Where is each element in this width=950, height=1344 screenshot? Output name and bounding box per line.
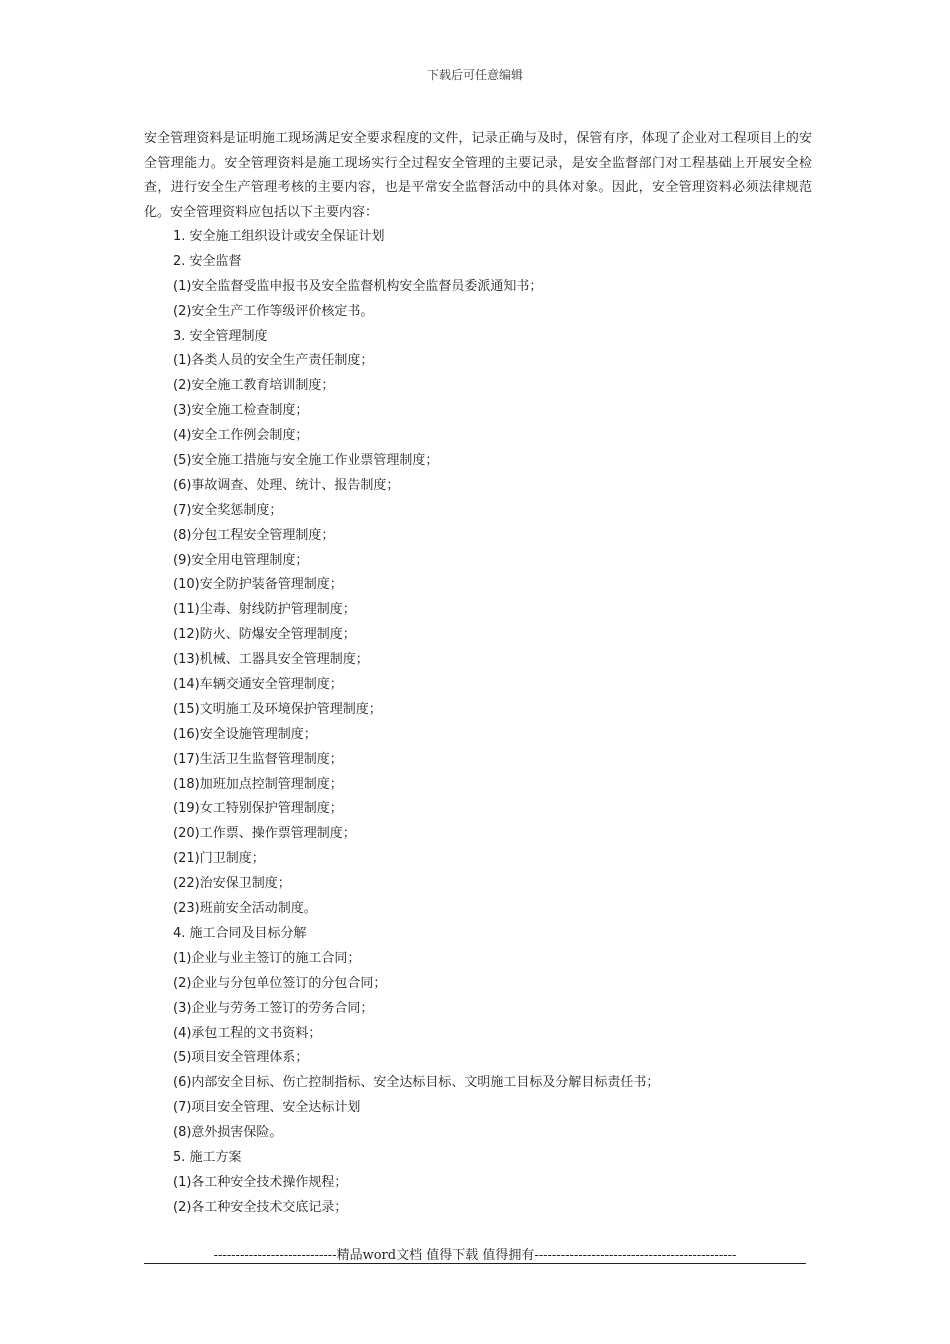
list-item-text: 安全奖惩制度； (191, 502, 283, 518)
list-item-text: 门卫制度； (199, 851, 265, 867)
list-item (173, 822, 813, 847)
list-item-text: 机械、工器具安全管理制度； (199, 652, 369, 668)
list-item (173, 325, 813, 350)
list-item-text: 安全监督受监申报书及安全监督机构安全监督员委派通知书； (191, 278, 543, 294)
list-item-number: (1) (173, 353, 192, 369)
list-item-text: 尘毒、射线防护管理制度； (199, 602, 356, 618)
list-item (173, 1146, 813, 1171)
list-item-text: 施工合同及目标分解 (189, 925, 307, 941)
list-item (173, 947, 813, 972)
list-item (173, 275, 813, 300)
list-item-number: (1) (173, 278, 192, 294)
list-item (173, 872, 813, 897)
list-item (173, 773, 813, 798)
list-item (173, 748, 813, 773)
list-item (173, 474, 813, 499)
list-item (173, 225, 813, 250)
list-item-number: (8) (173, 1125, 192, 1141)
list-item-number: 2. (173, 253, 186, 269)
list-item-text: 项目安全管理体系； (191, 1050, 309, 1066)
list-item-text: 企业与劳务工签订的劳务合同； (191, 1000, 374, 1016)
list-item (173, 1171, 813, 1196)
list-item (173, 648, 813, 673)
list-item-number: (15) (173, 701, 200, 717)
list-item-text: 各工种安全技术交底记录； (191, 1199, 348, 1215)
list-item-text: 分包工程安全管理制度； (191, 527, 335, 543)
list-item-number: (2) (173, 303, 192, 319)
list-item (173, 922, 813, 947)
list-item-number: (2) (173, 975, 192, 991)
list-item (173, 1196, 813, 1221)
list-item-text: 内部安全目标、伤亡控制指标、安全达标目标、文明施工目标及分解目标责任书； (191, 1075, 660, 1091)
list-item (173, 1121, 813, 1146)
list-item (173, 997, 813, 1022)
list-item (173, 524, 813, 549)
list-item-number: (1) (173, 950, 192, 966)
list-item-number: (3) (173, 403, 192, 419)
list-item (173, 1046, 813, 1071)
list-item-text: 企业与业主签订的施工合同； (191, 950, 361, 966)
list-item (173, 897, 813, 922)
list-item-number: (19) (173, 801, 200, 817)
list-item-text: 班前安全活动制度。 (199, 901, 317, 917)
list-item-number: (12) (173, 627, 200, 643)
list-item-number: (9) (173, 552, 192, 568)
list-item (173, 250, 813, 275)
list-item (173, 797, 813, 822)
list-item-number: (21) (173, 851, 200, 867)
list-item (173, 573, 813, 598)
list-item (173, 598, 813, 623)
list-item-text: 治安保卫制度； (199, 876, 291, 892)
list-item (173, 449, 813, 474)
list-item-number: (6) (173, 1075, 192, 1091)
list-item-text: 项目安全管理、安全达标计划 (191, 1100, 361, 1116)
list-item-number: (7) (173, 1100, 192, 1116)
content-list (173, 225, 813, 1221)
list-item-number: (6) (173, 477, 192, 493)
list-item-text: 意外损害保险。 (191, 1125, 283, 1141)
list-item-number: 5. (173, 1149, 186, 1165)
list-item-text: 各类人员的安全生产责任制度； (191, 353, 374, 369)
list-item-number: (22) (173, 876, 200, 892)
list-item-text: 施工方案 (189, 1149, 242, 1165)
list-item-text: 承包工程的文书资料； (191, 1025, 322, 1041)
list-item (173, 723, 813, 748)
list-item-text: 事故调查、处理、统计、报告制度； (191, 477, 400, 493)
list-item-number: (4) (173, 428, 192, 444)
list-item-text: 安全设施管理制度； (199, 726, 317, 742)
list-item-number: (1) (173, 1174, 192, 1190)
list-item (173, 399, 813, 424)
list-item-text: 车辆交通安全管理制度； (199, 677, 343, 693)
list-item-text: 安全生产工作等级评价核定书。 (191, 303, 374, 319)
list-item-number: (10) (173, 577, 200, 593)
list-item-text: 加班加点控制管理制度； (199, 776, 343, 792)
page-header: 下载后可任意编辑 (426, 68, 523, 82)
list-item-number: (5) (173, 453, 192, 469)
list-item-number: (13) (173, 652, 200, 668)
list-item-number: (18) (173, 776, 200, 792)
list-item-text: 安全防护装备管理制度； (199, 577, 343, 593)
list-item-number: 4. (173, 925, 186, 941)
list-item-number: 3. (173, 328, 186, 344)
list-item (173, 698, 813, 723)
list-item-text: 安全施工组织设计或安全保证计划 (189, 229, 385, 244)
list-item-text: 安全施工教育培训制度； (191, 378, 335, 394)
list-item-text: 生活卫生监督管理制度； (199, 751, 343, 767)
list-item (173, 1096, 813, 1121)
list-item-text: 文明施工及环境保护管理制度； (199, 701, 382, 717)
list-item-text: 安全施工措施与安全施工作业票管理制度； (191, 453, 439, 469)
list-item-text: 安全用电管理制度； (191, 552, 309, 568)
list-item (173, 300, 813, 325)
list-item-text: 工作票、操作票管理制度； (199, 826, 356, 842)
list-item-number: (7) (173, 502, 192, 518)
list-item-text: 安全施工检查制度； (191, 403, 309, 419)
list-item (173, 374, 813, 399)
list-item-text: 安全工作例会制度； (191, 428, 309, 444)
list-item (173, 847, 813, 872)
list-item-text: 安全监督 (189, 253, 242, 269)
list-item (173, 673, 813, 698)
list-item-number: (17) (173, 751, 200, 767)
list-item-number: (4) (173, 1025, 192, 1041)
list-item (173, 623, 813, 648)
list-item-number: (8) (173, 527, 192, 543)
list-item-number: (23) (173, 901, 200, 917)
list-item-text: 各工种安全技术操作规程； (191, 1174, 348, 1190)
list-item (173, 424, 813, 449)
list-item-number: (16) (173, 726, 200, 742)
list-item-text: 防火、防爆安全管理制度； (199, 627, 356, 643)
list-item-number: (11) (173, 602, 200, 618)
page-footer: ----------------------------精品word文档 值得下载 值得拥有---------------------------------------------- (213, 1248, 737, 1263)
footer-divider (144, 1263, 806, 1264)
list-item-text: 女工特别保护管理制度； (199, 801, 343, 817)
list-item (173, 1071, 813, 1096)
list-item (173, 499, 813, 524)
list-item (173, 972, 813, 997)
list-item-number: (20) (173, 826, 200, 842)
intro-paragraph: 安全管理资料是证明施工现场满足安全要求程度的文件，记录正确与及时，保管有序，体现了企业对工程项目上的安全管理能力。安全管理资料是施工现场实行全过程安全管理的主要记录，是安全监督部门对工程基础上开展安全检查，进行安全生产管理考核的主要内容，也是平常安全监督活动中的具体对象。因此，安全管理资料必须法律规范化。安全管理资料应包括以下主要内容： (144, 131, 812, 220)
list-item-text: 企业与分包单位签订的分包合同； (191, 975, 387, 991)
list-item-number: (3) (173, 1000, 192, 1016)
list-item (173, 349, 813, 374)
list-item-text: 安全管理制度 (189, 328, 268, 344)
list-item (173, 549, 813, 574)
list-item-number: (2) (173, 1199, 192, 1215)
list-item-number: (14) (173, 677, 200, 693)
list-item-number: (5) (173, 1050, 192, 1066)
list-item (173, 1022, 813, 1047)
list-item-number: 1. (173, 229, 186, 244)
list-item-number: (2) (173, 378, 192, 394)
